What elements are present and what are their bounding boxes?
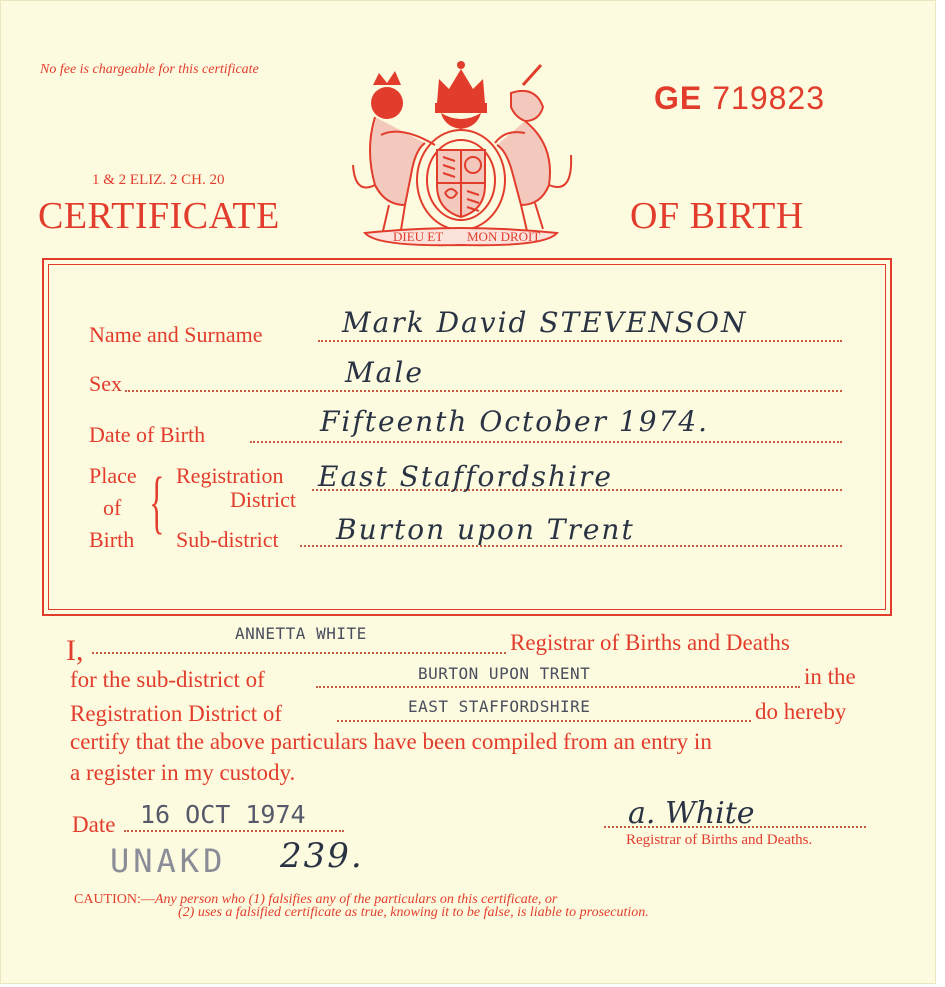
crest-motto-right: MON DROIT	[467, 229, 541, 244]
registration-district-of-text: Registration District of	[70, 701, 283, 726]
registrar-name-dotted-line	[92, 652, 506, 654]
royal-coat-of-arms-icon	[345, 55, 577, 250]
caution-line-2	[178, 905, 649, 921]
serial-digits: 719823	[712, 80, 826, 116]
registrar-caption: Registrar of Births and Deaths.	[626, 832, 813, 848]
do-hereby-text: do hereby	[755, 699, 847, 724]
registrar-of-text: Registrar of Births and Deaths	[510, 630, 790, 655]
dob-dotted-line	[250, 441, 842, 443]
district-stamp: EAST STAFFORDSHIRE	[408, 697, 591, 716]
certify-line: certify that the above particulars have been compiled from an entry in	[70, 729, 712, 754]
caution-label: CAUTION:—	[74, 892, 155, 907]
name-value: Mark David STEVENSON	[342, 306, 748, 339]
subdistrict-label: Sub-district	[176, 527, 279, 552]
caution-text-1: Any person who (1) falsifies any of the particulars on this certificate, or	[154, 892, 558, 907]
title-certificate: CERTIFICATE	[38, 195, 280, 237]
sex-label: Sex	[89, 371, 122, 396]
statute-reference: 1 & 2 ELIZ. 2 CH. 20	[92, 172, 225, 188]
name-label: Name and Surname	[89, 322, 263, 347]
subdistrict-stamp-dotted-line	[316, 686, 800, 688]
dob-label: Date of Birth	[89, 422, 206, 447]
serial-number	[654, 80, 825, 117]
serial-prefix: GE	[654, 80, 703, 116]
registrar-signature: a. White	[628, 796, 755, 831]
date-dotted-line	[124, 830, 344, 832]
certifier-i: I,	[66, 634, 84, 667]
entry-number: 239.	[280, 836, 364, 876]
for-subdistrict-text: for the sub-district of	[70, 667, 265, 692]
subdistrict-stamp: BURTON UPON TRENT	[418, 664, 591, 683]
reg-district-value: East Staffordshire	[318, 460, 613, 493]
name-dotted-line	[318, 340, 842, 342]
date-label: Date	[72, 812, 116, 837]
place-label-2: of	[103, 495, 122, 520]
subdistrict-value: Burton upon Trent	[336, 513, 635, 546]
no-fee-notice: No fee is chargeable for this certificate	[40, 62, 259, 77]
date-stamp: 16 OCT 1974	[140, 800, 306, 829]
place-label-1: Place	[89, 463, 137, 488]
custody-line: a register in my custody.	[70, 760, 296, 785]
signature-dotted-line	[604, 826, 866, 828]
caution-text-2: (2) uses a falsified certificate as true, knowing it to be false, is liable to prosecution.	[178, 905, 649, 920]
place-brace: {	[149, 464, 165, 541]
sex-value: Male	[345, 356, 424, 389]
district-stamp-dotted-line	[337, 720, 751, 722]
sex-dotted-line	[125, 390, 842, 392]
reg-district-label-1: Registration	[176, 463, 284, 488]
dob-value: Fifteenth October 1974.	[320, 405, 710, 438]
registrar-name-stamp: ANNETTA WHITE	[235, 624, 367, 643]
entry-reference-stamp: UNAKD	[110, 842, 227, 880]
crest-motto-left: DIEU ET	[393, 229, 444, 244]
reg-district-label-2: District	[230, 487, 296, 512]
in-the-text: in the	[804, 664, 856, 689]
title-of-birth: OF BIRTH	[630, 195, 804, 237]
place-label-3: Birth	[89, 527, 135, 552]
